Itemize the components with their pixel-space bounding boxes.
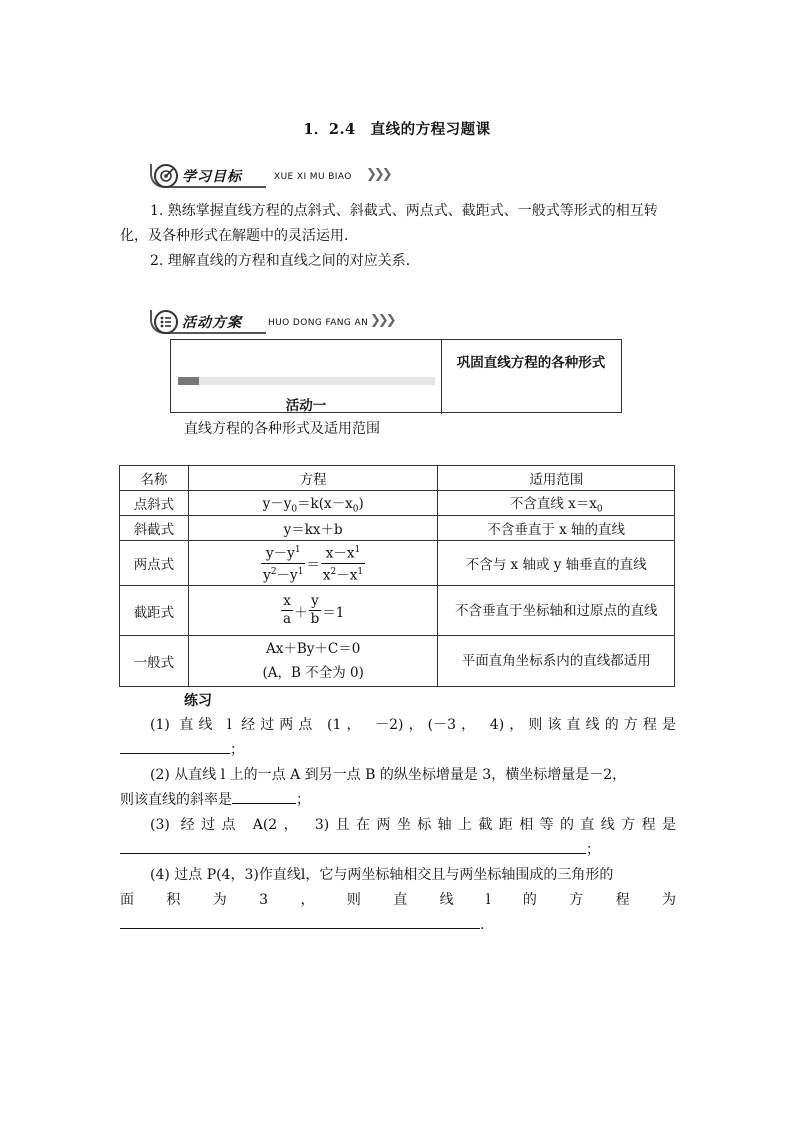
- activity-progress-fill: [178, 377, 199, 385]
- activity-name: 活动一: [285, 398, 327, 414]
- line-forms-table: [119, 465, 675, 687]
- form-equation: $\frac{y-y^1}{y^2-y^1}$ ＝ $\frac{x-x^1}{x^2-x^1}$: [188, 541, 438, 586]
- form-name: 斜截式: [120, 516, 189, 541]
- header-scope: 适用范围: [438, 466, 675, 491]
- goal-item-2: 2. 理解直线的方程和直线之间的对应关系．: [150, 253, 420, 269]
- goal-item-1: 1. 熟练掌握直线方程的点斜式、斜截式、两点式、截距式、一般式等形式的相互转化，及各种形式在解题中的灵活运用．: [120, 203, 658, 244]
- table-header-row: [120, 466, 675, 491]
- general-equation-note: (A，B 不全为 0): [262, 665, 364, 681]
- activity-pinyin: HUO DONG FANG AN: [268, 318, 369, 328]
- activity-progress-track: [178, 377, 435, 385]
- form-scope: 平面直角坐标系内的直线都适用: [438, 636, 675, 687]
- table-row: [120, 516, 675, 541]
- form-name: 两点式: [120, 541, 189, 586]
- target-icon: [154, 164, 178, 188]
- list-icon: [154, 310, 178, 334]
- practice-q4-line1: (4) 过点 P(4，3)作直线l，它与两坐标轴相交且与两坐标轴围成的三角形的: [150, 867, 614, 883]
- activity-divider: [441, 340, 442, 414]
- form-equation: y＝kx＋b: [188, 516, 438, 541]
- header-name: 名称: [120, 466, 189, 491]
- fraction: $\frac{x}{a}$: [283, 593, 292, 627]
- practice-q2-line1: (2) 从直线 l 上的一点 A 到另一点 B 的纵坐标增量是 3，横坐标增量是－2，: [150, 767, 627, 783]
- form-equation: [188, 636, 438, 687]
- table-row: [120, 586, 675, 636]
- practice-q3: (3) 经过点 A(2， 3)且在两坐标轴上截距相等的直线方程是: [150, 817, 676, 833]
- activity-label: 活动方案: [182, 315, 242, 331]
- form-scope: 不含直线 $x=x_0$: [438, 491, 675, 516]
- activity-goal: 巩固直线方程的各种形式: [456, 355, 606, 371]
- answer-blank-q3[interactable]: ；: [120, 838, 600, 863]
- form-equation: $y-y_0=k(x-x_0)$: [188, 491, 438, 516]
- table-row: [120, 491, 675, 516]
- page-title: 1．2.4 直线的方程习题课: [303, 121, 491, 138]
- goals-pinyin: XUE XI MU BIAO: [274, 172, 352, 182]
- goals-label: 学习目标: [182, 169, 242, 185]
- form-scope: 不含垂直于 x 轴的直线: [438, 516, 675, 541]
- form-name: 截距式: [120, 586, 189, 636]
- fraction: $\frac{y}{b}$: [310, 593, 320, 627]
- form-name: 一般式: [120, 636, 189, 687]
- table-row: [120, 541, 675, 586]
- table-row: [120, 636, 675, 687]
- fraction: $\frac{x-x^1}{x^2-x^1}$: [321, 542, 365, 584]
- activity-box: [170, 339, 622, 413]
- answer-blank-q4[interactable]: .: [120, 913, 484, 938]
- activity-banner: [150, 310, 410, 336]
- practice-q1: (1) 直线 l 经过两点 (1， －2)，(－3， 4)，则该直线的方程是: [150, 717, 676, 733]
- form-name: 点斜式: [120, 491, 189, 516]
- form-equation: $\frac{x}{a}$ ＋ $\frac{y}{b}$ ＝1: [188, 586, 438, 636]
- practice-q4-line2: 面积为3，则直线l的方程为: [120, 892, 676, 908]
- table-intro: 直线方程的各种形式及适用范围: [184, 421, 380, 437]
- arrows-icon: ❯❯❯: [366, 167, 390, 182]
- header-equation: 方程: [188, 466, 438, 491]
- general-equation: Ax＋By＋C＝0: [265, 641, 361, 657]
- fraction: $\frac{y-y^1}{y^2-y^1}$: [261, 542, 305, 584]
- answer-blank-q1[interactable]: ；: [120, 738, 244, 763]
- goals-banner: [150, 164, 410, 190]
- practice-heading: 练习: [184, 693, 212, 709]
- form-scope: 不含与 x 轴或 y 轴垂直的直线: [438, 541, 675, 586]
- arrows-icon: ❯❯❯: [370, 313, 394, 328]
- form-scope: 不含垂直于坐标轴和过原点的直线: [438, 586, 675, 636]
- answer-blank-q2[interactable]: [232, 789, 296, 804]
- practice-q2-line2: 则该直线的斜率是 ；: [120, 788, 310, 813]
